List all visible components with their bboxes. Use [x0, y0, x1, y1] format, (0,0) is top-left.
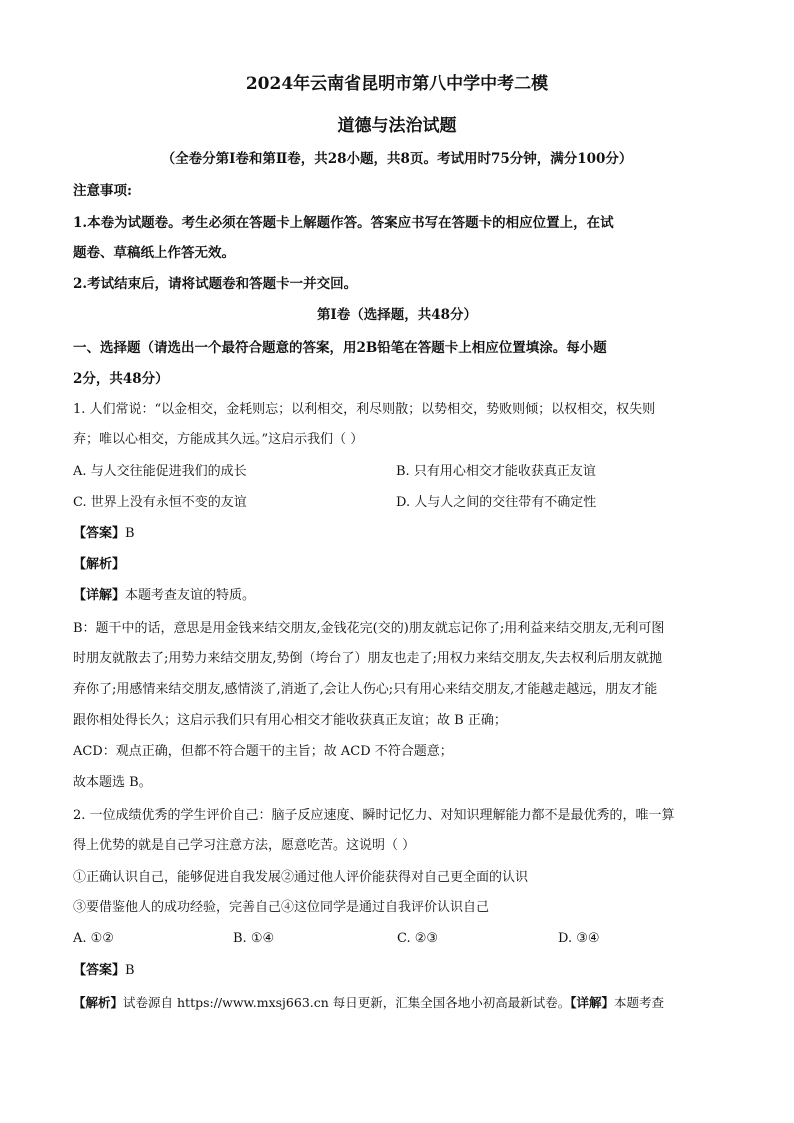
q1-detail-text: 本题考查友谊的特质。 — [125, 588, 256, 603]
notice-item-2: 2.考试结束后，请将试题卷和答题卡一并交回。 — [73, 276, 358, 292]
q1-conclusion: 故本题选 B。 — [73, 775, 152, 790]
q1-detail — [73, 586, 255, 606]
q2-stem-line-2: 得上优势的就是自己学习注意方法，愿意吃苦。这说明（ ） — [73, 838, 416, 853]
q1-analysis-tag: 【解析】 — [73, 557, 126, 572]
q2-answer-value: B — [125, 963, 135, 978]
q2-choices-line-1: ①正确认识自己，能够促进自我发展②通过他人评价能获得对自己更全面的认识 — [73, 870, 529, 885]
q1-explanation-line-3: 弃你了;用感情来结交朋友,感情淡了,消逝了,会让人伤心;只有用心来结交朋友,才能越走越远，朋友才能 — [73, 682, 658, 697]
q1-option-a: A. 与人交往能促进我们的成长 — [73, 464, 247, 479]
q1-answer — [73, 524, 135, 544]
q2-answer-tag: 【答案】 — [73, 963, 126, 978]
q1-explanation-line-2: 时朋友就散去了;用势力来结交朋友,势倒（垮台了）朋友也走了;用权力来结交朋友,失去权利后朋友就抛 — [73, 651, 663, 666]
q2-detail-tag: 【详解】 — [570, 995, 615, 1010]
exam-subtitle: 道德与法治试题 — [337, 116, 457, 136]
q2-option-b: B. ①④ — [233, 931, 275, 946]
q2-option-c: C. ②③ — [397, 931, 439, 946]
q1-answer-value: B — [125, 526, 135, 541]
q2-answer — [73, 961, 135, 981]
q2-choices-line-2: ③要借鉴他人的成功经验，完善自己④这位同学是通过自我评价认识自己 — [73, 900, 490, 915]
q1-explanation-line-5: ACD：观点正确，但都不符合题干的主旨；故 ACD 不符合题意； — [73, 744, 453, 759]
q1-explanation-line-4: 跟你相处得长久；这启示我们只有用心相交才能收获真正友谊；故 B 正确； — [73, 713, 507, 728]
exam-title: 2024年云南省昆明市第八中学中考二模 — [245, 74, 549, 94]
q2-option-d: D. ③④ — [558, 931, 600, 946]
section-instruction-line-2: 2分，共48分） — [73, 371, 169, 387]
q1-detail-tag: 【详解】 — [73, 588, 126, 603]
notice-item-1-line-1: 1.本卷为试题卷。考生必须在答题卡上解题作答。答案应书写在答题卡的相应位置上，在试 — [73, 215, 614, 231]
q1-answer-tag: 【答案】 — [73, 526, 126, 541]
q1-option-d: D. 人与人之间的交往带有不确定性 — [396, 495, 597, 510]
q2-option-a: A. ①② — [73, 931, 114, 946]
section-instruction-line-1: 一、选择题（请选出一个最符合题意的答案，用2B铅笔在答题卡上相应位置填涂。每小题 — [73, 340, 607, 356]
q2-detail-text: 本题考查 — [614, 995, 665, 1010]
q1-option-c: C. 世界上没有永恒不变的友谊 — [73, 495, 247, 510]
notice-heading: 注意事项: — [73, 183, 132, 199]
q2-stem-line-1: 2. 一位成绩优秀的学生评价自己：脑子反应速度、瞬时记忆力、对知识理解能力都不是最优秀的，唯一算 — [73, 808, 675, 823]
q1-stem-line-1: 1. 人们常说：“以金相交，金耗则忘；以利相交，利尽则散；以势相交，势败则倾；以权相交，权失则 — [73, 402, 656, 417]
q1-option-b: B. 只有用心相交才能收获真正友谊 — [396, 464, 596, 479]
q1-stem-line-2: 弃；唯以心相交，方能成其久远。”这启示我们（ ） — [73, 432, 364, 447]
q1-explanation-line-1: B：题干中的话，意思是用金钱来结交朋友,金钱花完(交的)朋友就忘记你了;用利益来结交朋友,无利可图 — [73, 621, 665, 636]
notice-item-1-line-2: 题卷、草稿纸上作答无效。 — [73, 245, 235, 261]
section-title: 第Ⅰ卷（选择题，共48分） — [316, 307, 478, 323]
exam-info: （全卷分第Ⅰ卷和第Ⅱ卷，共28小题，共8页。考试用时75分钟，满分100分） — [161, 151, 633, 167]
q2-analysis — [73, 993, 664, 1013]
q2-analysis-tag: 【解析】 — [73, 995, 124, 1010]
q2-analysis-text: 试卷源自 https://www.mxsj663.cn 每日更新，汇集全国各地小初高最新试卷。 — [123, 995, 571, 1010]
